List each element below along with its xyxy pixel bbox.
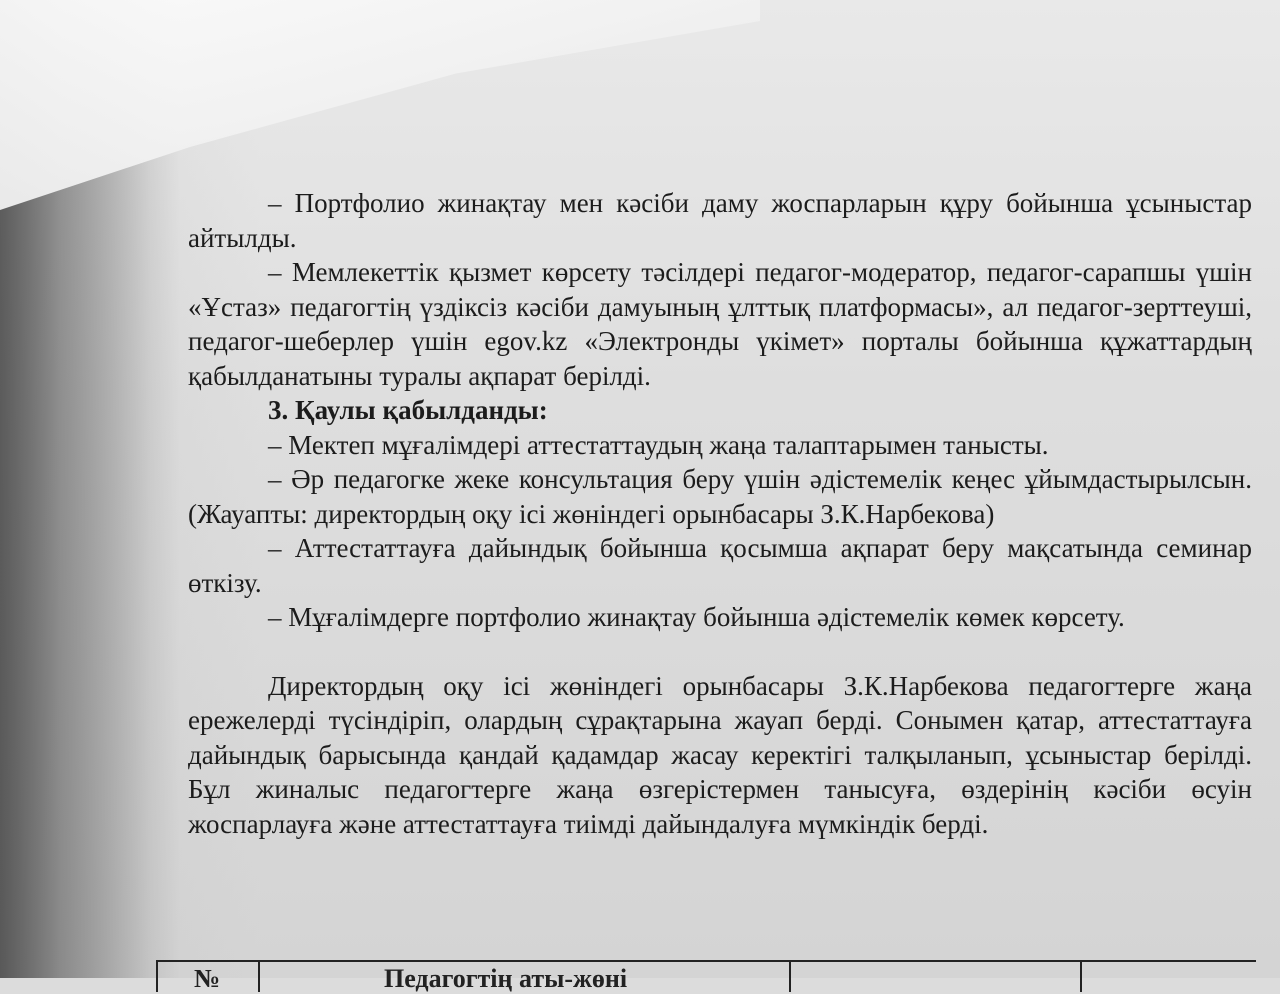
resolution-item-1: – Мектеп мұғалімдері аттестаттаудың жаңа талаптарымен танысты. xyxy=(268,429,1049,460)
paragraph-state-services-info: – Мемлекеттік қызмет көрсету тәсілдері педагог-модератор, педагог-сарапшы үшін «Ұстаз» педагогтің үздіксіз кәсіби дамуының ұлттық платформасы», ал педагог-зерттеуші, педагог-шеберлер үшін egov.kz «Электронды үкімет» порталы бойынша құжаттардың қабылданатыны туралы ақпарат берілді. xyxy=(188,257,1252,391)
resolution-item-2: – Әр педагогке жеке консультация беру үшін әдістемелік кеңес ұйымдастырылсын. (Жауапты: директордың оқу ісі жөніндегі орынбасары З.К.Нарбекова) xyxy=(188,464,1252,529)
table-header-teacher-name: Педагогтің аты-жөні xyxy=(384,964,628,993)
resolution-heading: 3. Қаулы қабылданды: xyxy=(268,395,548,425)
table-border-col3 xyxy=(789,962,791,992)
table-border-col4 xyxy=(1080,962,1082,992)
paragraph-spacer xyxy=(188,635,1252,669)
paragraph-summary: Директордың оқу ісі жөніндегі орынбасары З.К.Нарбекова педагогтерге жаңа ережелерді түсіндіріп, олардың сұрақтарына жауап берді. Сонымен қатар, аттестаттауға дайындық барысында қандай қадамдар жасау керектігі талқыланып, ұсыныстар берілді. Бұл жиналыс педагогтерге жаңа өзгерістермен танысуға, өздерінің кәсіби өсуін жоспарлауға және аттестаттауға тиімді дайындалуға мүмкіндік берді. xyxy=(188,670,1252,839)
table-border-col2 xyxy=(258,962,260,992)
document-body xyxy=(188,186,1252,841)
table-header-number: № xyxy=(194,964,221,993)
resolution-item-3: – Аттестаттауға дайындық бойынша қосымша ақпарат беру мақсатында семинар өткізу. xyxy=(188,533,1252,598)
paragraph-portfolio-recommendations: – Портфолио жинақтау мен кәсіби даму жоспарларын құру бойынша ұсыныстар айтылды. xyxy=(188,188,1252,253)
table-header-row xyxy=(156,960,1256,992)
resolution-item-4: – Мұғалімдерге портфолио жинақтау бойынша әдістемелік көмек көрсету. xyxy=(268,602,1125,632)
table-border-left xyxy=(156,962,158,992)
